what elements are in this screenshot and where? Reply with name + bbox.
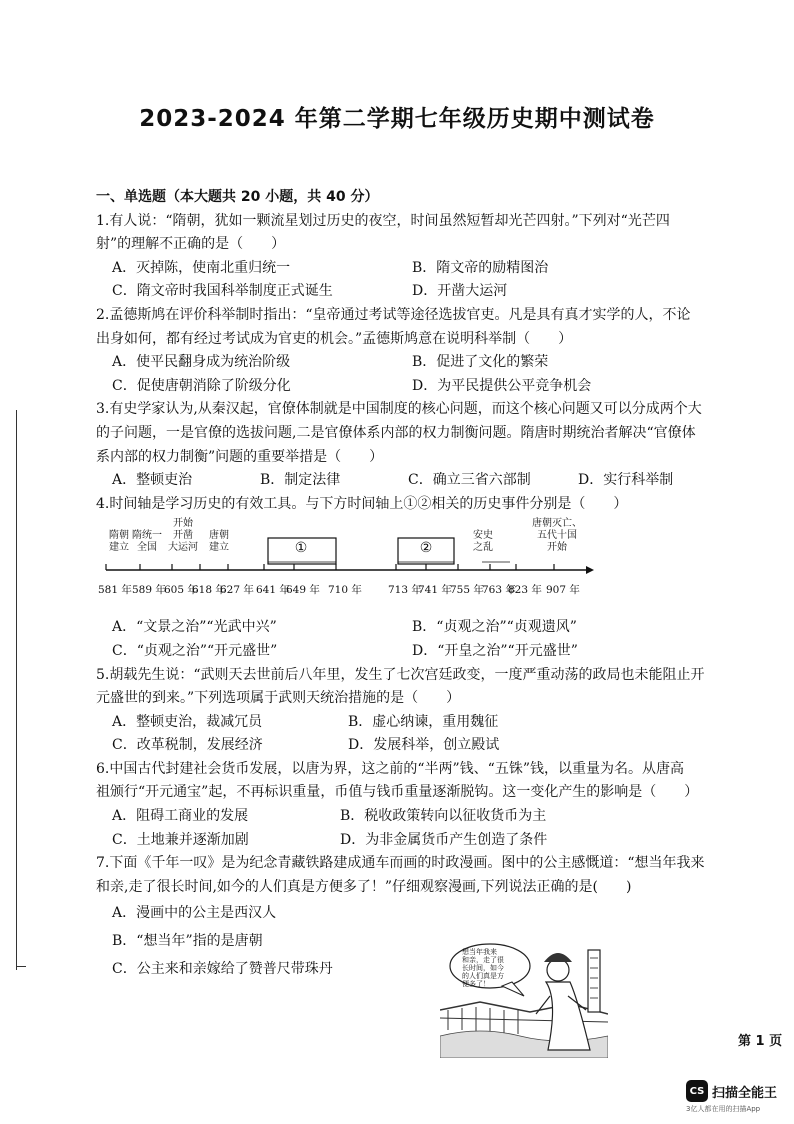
timeline-label: 唐朝 建立 xyxy=(209,530,229,554)
timeline-box-1: ① xyxy=(294,540,308,557)
timeline-label: 开始 开凿 大运河 xyxy=(168,518,198,554)
option-a[interactable]: A．“文景之治”“光武中兴” xyxy=(112,619,277,636)
timeline-year-label: 741 年 xyxy=(418,584,452,597)
option-b[interactable]: B．税收政策转向以征收货币为主 xyxy=(340,808,547,825)
question-text-line: 元盛世的到来。”下列选项属于武则天统治措施的是（ ） xyxy=(96,690,461,707)
question-text-line: 2.孟德斯鸠在评价科举制时指出：“皇帝通过考试等途径选拔官吏。凡是具有真才实学的人，不论 xyxy=(96,306,691,323)
option-d[interactable]: D．为平民提供公平竞争机会 xyxy=(412,377,592,394)
option-c[interactable]: C．土地兼并逐渐加剧 xyxy=(112,831,249,848)
question-3 xyxy=(96,398,744,492)
scanner-app-name: 扫描全能王 xyxy=(712,1085,778,1101)
option-a[interactable]: A．阻碍工商业的发展 xyxy=(112,808,249,825)
speech-bubble-line: 和亲，走了很 xyxy=(462,956,504,964)
option-c[interactable]: C．公主来和亲嫁给了赞普尺带珠丹 xyxy=(112,961,333,978)
option-b[interactable]: B．“想当年”指的是唐朝 xyxy=(112,933,263,950)
question-text-line: 1.有人说：“隋朝，犹如一颗流星划过历史的夜空，时间虽然短暂却光芒四射。”下列对“光芒四 xyxy=(96,212,670,229)
option-d[interactable]: D．发展科举，创立殿试 xyxy=(348,737,500,754)
option-row xyxy=(96,711,744,735)
option-c[interactable]: C．“贞观之治”“开元盛世” xyxy=(112,642,278,659)
option-a[interactable]: A．灭掉陈，使南北重归统一 xyxy=(112,259,291,276)
option-a[interactable]: A．整顿吏治 xyxy=(112,472,193,489)
timeline-label: 唐朝灭亡、 五代十国 开始 xyxy=(532,518,582,554)
option-row xyxy=(96,829,744,853)
option-b[interactable]: B．虚心纳谏，重用魏征 xyxy=(348,713,499,730)
timeline-label: 隋朝 建立 xyxy=(109,530,129,554)
option-row xyxy=(96,805,744,829)
exam-content xyxy=(96,186,744,983)
option-b[interactable]: B．促进了文化的繁荣 xyxy=(412,354,549,371)
question-5 xyxy=(96,664,744,758)
question-text-line: 3.有史学家认为,从秦汉起，官僚体制就是中国制度的核心问题，而这个核心问题又可以分成两个大 xyxy=(96,401,702,418)
timeline-year-label: 755 年 xyxy=(450,584,484,597)
timeline-year-label: 823 年 xyxy=(508,584,542,597)
scanner-watermark xyxy=(686,1080,777,1102)
question-2 xyxy=(96,304,744,398)
option-d[interactable]: D．为非金属货币产生创造了条件 xyxy=(340,831,548,848)
timeline-year-label: 605 年 xyxy=(164,584,198,597)
option-a[interactable]: A．整顿吏治，裁减冗员 xyxy=(112,713,263,730)
option-d[interactable]: D．实行科举制 xyxy=(578,472,674,489)
cartoon-illustration xyxy=(440,940,608,1058)
option-a[interactable]: A．漫画中的公主是西汉人 xyxy=(112,905,277,922)
timeline-figure xyxy=(96,518,744,614)
option-row xyxy=(96,469,744,493)
question-text-line: 6.中国古代封建社会货币发展，以唐为界，这之前的“半两”钱、“五铢”钱，以重量为名。从唐高 xyxy=(96,760,684,777)
question-text-line: 射”的理解不正确的是（ ） xyxy=(96,236,286,253)
question-7 xyxy=(96,852,744,983)
option-row xyxy=(96,351,744,375)
option-c[interactable]: C．改革税制，发展经济 xyxy=(112,737,263,754)
page-number: 第 1 页 xyxy=(738,1034,783,1049)
scanner-tagline: 3亿人都在用的扫描App xyxy=(686,1105,761,1113)
scanner-logo-icon: CS xyxy=(686,1080,708,1102)
timeline-year-label: 763 年 xyxy=(482,584,516,597)
option-d[interactable]: D．开凿大运河 xyxy=(412,283,508,300)
timeline-year-label: 907 年 xyxy=(546,584,580,597)
timeline-year-label: 581 年 xyxy=(98,584,132,597)
question-text-line: 祖颁行“开元通宝”起，不再标识重量，币值与钱币重量逐渐脱钩。这一变化产生的影响是（ ） xyxy=(96,784,699,801)
timeline-year-label: 649 年 xyxy=(286,584,320,597)
option-row xyxy=(96,257,744,281)
option-c[interactable]: C．确立三省六部制 xyxy=(408,472,531,489)
option-row xyxy=(96,616,744,640)
speech-bubble-line: 的人们真是方 xyxy=(462,972,504,980)
question-text-line: 和亲,走了很长时间,如今的人们真是方便多了！”仔细观察漫画,下列说法正确的是( ) xyxy=(96,878,632,895)
option-row xyxy=(96,280,744,304)
timeline-year-label: 710 年 xyxy=(328,584,362,597)
option-row xyxy=(96,375,744,399)
option-b[interactable]: B．制定法律 xyxy=(260,472,341,489)
timeline-year-label: 641 年 xyxy=(256,584,290,597)
option-b[interactable]: B．隋文帝的励精图治 xyxy=(412,259,549,276)
option-row xyxy=(96,640,744,664)
option-c[interactable]: C．促使唐朝消除了阶级分化 xyxy=(112,377,291,394)
question-text-line: 5.胡载先生说：“武则天去世前后八年里，发生了七次宫廷政变，一度严重动荡的政局也未能阻止开 xyxy=(96,666,705,683)
binding-margin-tick xyxy=(16,966,26,967)
option-b[interactable]: B．“贞观之治”“贞观遗风” xyxy=(412,619,577,636)
question-text-line: 的子问题，一是官僚的选拔问题,二是官僚体系内部的权力制衡问题。隋唐时期统治者解决“官僚体 xyxy=(96,424,696,441)
question-text-line: 7.下面《千年一叹》是为纪念青藏铁路建成通车而画的时政漫画。图中的公主感慨道：“想当年我来 xyxy=(96,855,705,872)
question-text-line: 出身如何，都有经过考试成为官吏的机会。”孟德斯鸠意在说明科举制（ ） xyxy=(96,330,573,347)
speech-bubble-line: 便多了！ xyxy=(462,980,490,988)
timeline-year-label: 589 年 xyxy=(132,584,166,597)
question-text-line: 系内部的权力制衡”问题的重要举措是（ ） xyxy=(96,448,384,465)
speech-bubble-line: 想当年我来 xyxy=(462,948,497,956)
option-row xyxy=(96,734,744,758)
timeline-year-label: 618 年 xyxy=(192,584,226,597)
question-6 xyxy=(96,758,744,852)
timeline-box-2: ② xyxy=(419,540,433,557)
timeline-label: 安史 之乱 xyxy=(473,530,493,554)
option-a[interactable]: A．使平民翻身成为统治阶级 xyxy=(112,354,291,371)
option-d[interactable]: D．“开皇之治”“开元盛世” xyxy=(412,642,578,659)
cartoon-speech-bubble xyxy=(462,948,520,988)
timeline-year-label: 713 年 xyxy=(388,584,422,597)
timeline-label: 隋统一 全国 xyxy=(132,530,162,554)
timeline-year-label: 627 年 xyxy=(220,584,254,597)
question-1 xyxy=(96,210,744,304)
speech-bubble-line: 长时间，如今 xyxy=(462,964,504,972)
binding-margin-line xyxy=(16,410,17,970)
question-4 xyxy=(96,493,744,664)
question-text-line: 4.时间轴是学习历史的有效工具。与下方时间轴上①②相关的历史事件分别是（ ） xyxy=(96,495,628,512)
section-heading: 一、单选题（本大题共 20 小题，共 40 分） xyxy=(96,189,379,205)
option-c[interactable]: C．隋文帝时我国科举制度正式诞生 xyxy=(112,283,333,300)
exam-title: 2023-2024 年第二学期七年级历史期中测试卷 xyxy=(139,106,655,132)
